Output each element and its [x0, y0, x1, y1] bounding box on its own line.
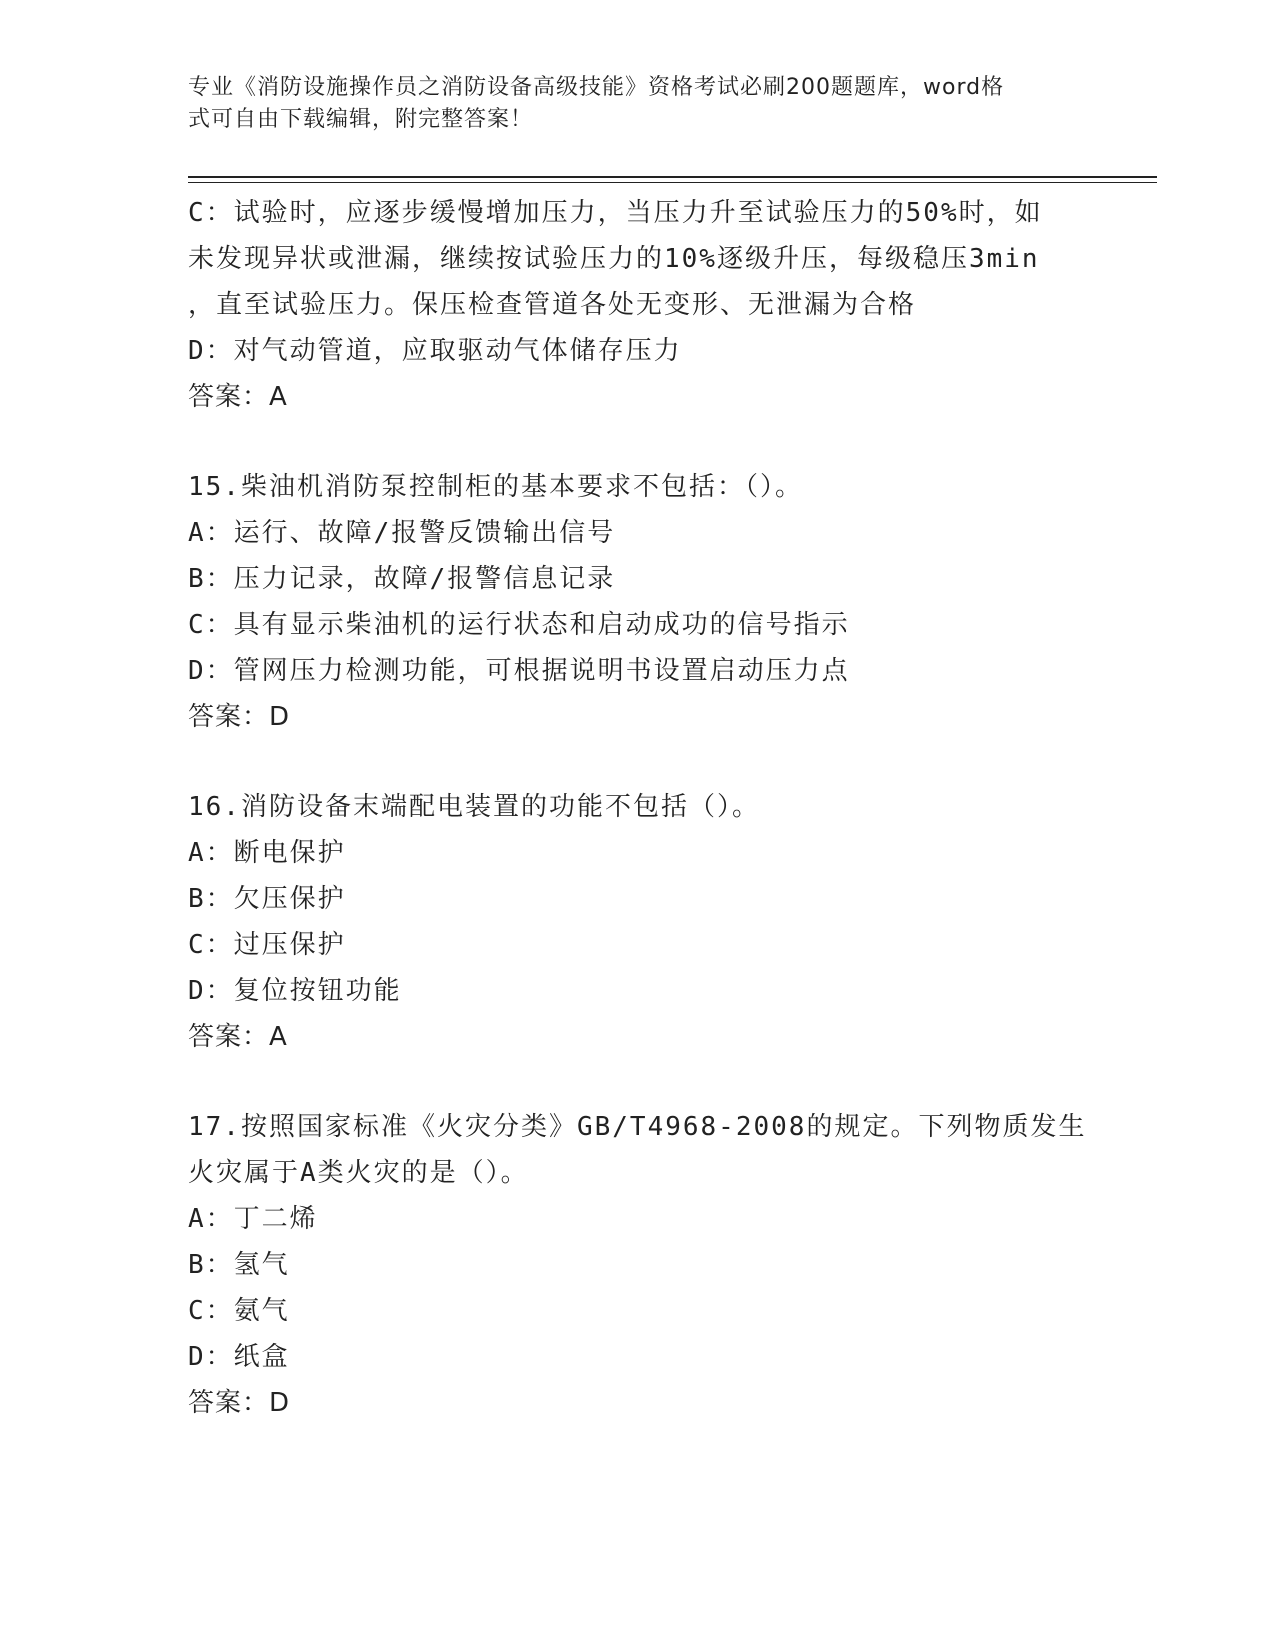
question-stem: 17.按照国家标准《火灾分类》GB/T4968-2008的规定。下列物质发生 [188, 1112, 1087, 1142]
carry-over-block [188, 190, 1088, 420]
option-d: D：管网压力检测功能，可根据说明书设置启动压力点 [188, 656, 850, 686]
option-c: C：具有显示柴油机的运行状态和启动成功的信号指示 [188, 610, 850, 640]
option-c: C：氨气 [188, 1296, 290, 1326]
option-b: B：压力记录，故障/报警信息记录 [188, 564, 616, 594]
option-a: A：丁二烯 [188, 1204, 318, 1234]
option-a: A：运行、故障/报警反馈输出信号 [188, 518, 616, 548]
question-content [188, 190, 1088, 1426]
question-stem: 火灾属于A类火灾的是（）。 [188, 1158, 529, 1188]
question-15 [188, 464, 1088, 740]
option-c-line: C：试验时，应逐步缓慢增加压力，当压力升至试验压力的50%时，如 [188, 198, 1043, 228]
header-divider-thick [188, 176, 1157, 178]
answer-line: 答案：A [188, 1022, 288, 1052]
header-line-1: 专业《消防设施操作员之消防设备高级技能》资格考试必刷200题题库，word格 [188, 75, 1005, 100]
option-d: D：纸盒 [188, 1342, 290, 1372]
option-b: B：欠压保护 [188, 884, 346, 914]
answer-line: 答案：A [188, 382, 288, 412]
option-c-line: 未发现异状或泄漏，继续按试验压力的10%逐级升压，每级稳压3min [188, 244, 1040, 274]
header-divider-thin [188, 182, 1157, 183]
option-a: A：断电保护 [188, 838, 346, 868]
answer-line: 答案：D [188, 1388, 291, 1418]
question-stem: 15.柴油机消防泵控制柜的基本要求不包括：（）。 [188, 472, 803, 502]
option-c: C：过压保护 [188, 930, 346, 960]
question-16 [188, 784, 1088, 1060]
option-b: B：氢气 [188, 1250, 290, 1280]
question-17 [188, 1104, 1088, 1426]
question-stem: 16.消防设备末端配电装置的功能不包括（）。 [188, 792, 760, 822]
option-d: D：对气动管道，应取驱动气体储存压力 [188, 336, 682, 366]
answer-line: 答案：D [188, 702, 291, 732]
document-header [188, 72, 1068, 136]
option-c-line: ，直至试验压力。保压检查管道各处无变形、无泄漏为合格 [188, 290, 917, 320]
option-d: D：复位按钮功能 [188, 976, 402, 1006]
header-line-2: 式可自由下载编辑，附完整答案！ [188, 107, 534, 132]
